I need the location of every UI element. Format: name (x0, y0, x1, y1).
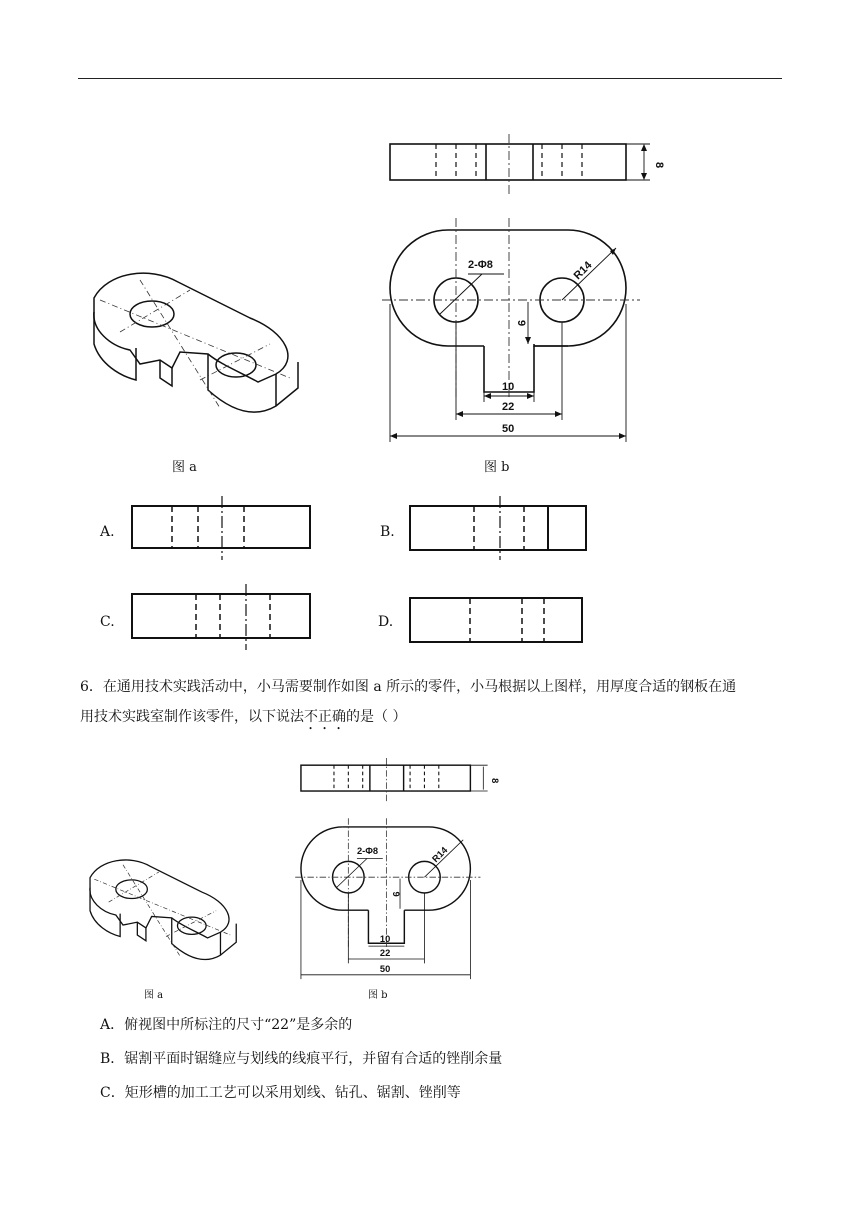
caption-figure-b-small: 图 b (368, 990, 388, 1001)
caption-figure-a-small: 图 a (144, 990, 164, 1001)
dim-center-distance: 22 (502, 401, 515, 413)
option-a-view (126, 494, 316, 562)
option-c-view (126, 584, 316, 652)
option-c-label: C. (100, 614, 115, 630)
dim-holes: 2-Φ8 (468, 259, 493, 271)
choice-a: A．俯视图中所标注的尺寸“22”是多余的 (100, 1017, 353, 1033)
orthographic-views-drawing (378, 134, 664, 446)
isometric-part-drawing (80, 260, 320, 440)
dim-thickness: 8 (653, 162, 665, 169)
option-b-view (404, 494, 594, 562)
dim-thickness-small: 8 (489, 778, 500, 784)
question-6-line-2: 用技术实践室制作该零件，以下说法不正确的是（ ） (80, 709, 407, 725)
dim-slot-depth: 9 (515, 320, 527, 327)
question-6-line-1: 6．在通用技术实践活动中，小马需要制作如图 a 所示的零件，小马根据以上图样，用厚度合适的钢板在通 (80, 679, 737, 695)
dim-slot-depth-small: 9 (390, 891, 401, 897)
caption-figure-b: 图 b (484, 460, 510, 475)
dim-slot-width: 10 (502, 381, 515, 393)
dim-radius: R14 (571, 259, 595, 283)
choice-c: C．矩形槽的加工工艺可以采用划线、钻孔、锯割、锉削等 (100, 1085, 461, 1101)
dim-length: 50 (502, 423, 515, 435)
dim-center-distance-small: 22 (379, 948, 391, 959)
isometric-part-drawing-small (80, 850, 252, 980)
emphasis-not-correct: 不正确 (304, 709, 346, 725)
option-a-label: A. (100, 524, 115, 540)
dim-holes-small: 2-Φ8 (356, 846, 379, 857)
choice-b: B．锯割平面时锯缝应与划线的线痕平行，并留有合适的锉削余量 (100, 1051, 503, 1067)
orthographic-views-drawing-small (292, 758, 498, 982)
option-d-view (404, 584, 594, 652)
option-b-label: B. (380, 524, 395, 540)
option-d-label: D. (378, 614, 394, 630)
dim-radius-small: R14 (430, 845, 450, 865)
dim-slot-width-small: 10 (379, 933, 391, 944)
dim-length-small: 50 (379, 963, 391, 974)
caption-figure-a: 图 a (172, 460, 197, 475)
header-rule (78, 78, 782, 79)
